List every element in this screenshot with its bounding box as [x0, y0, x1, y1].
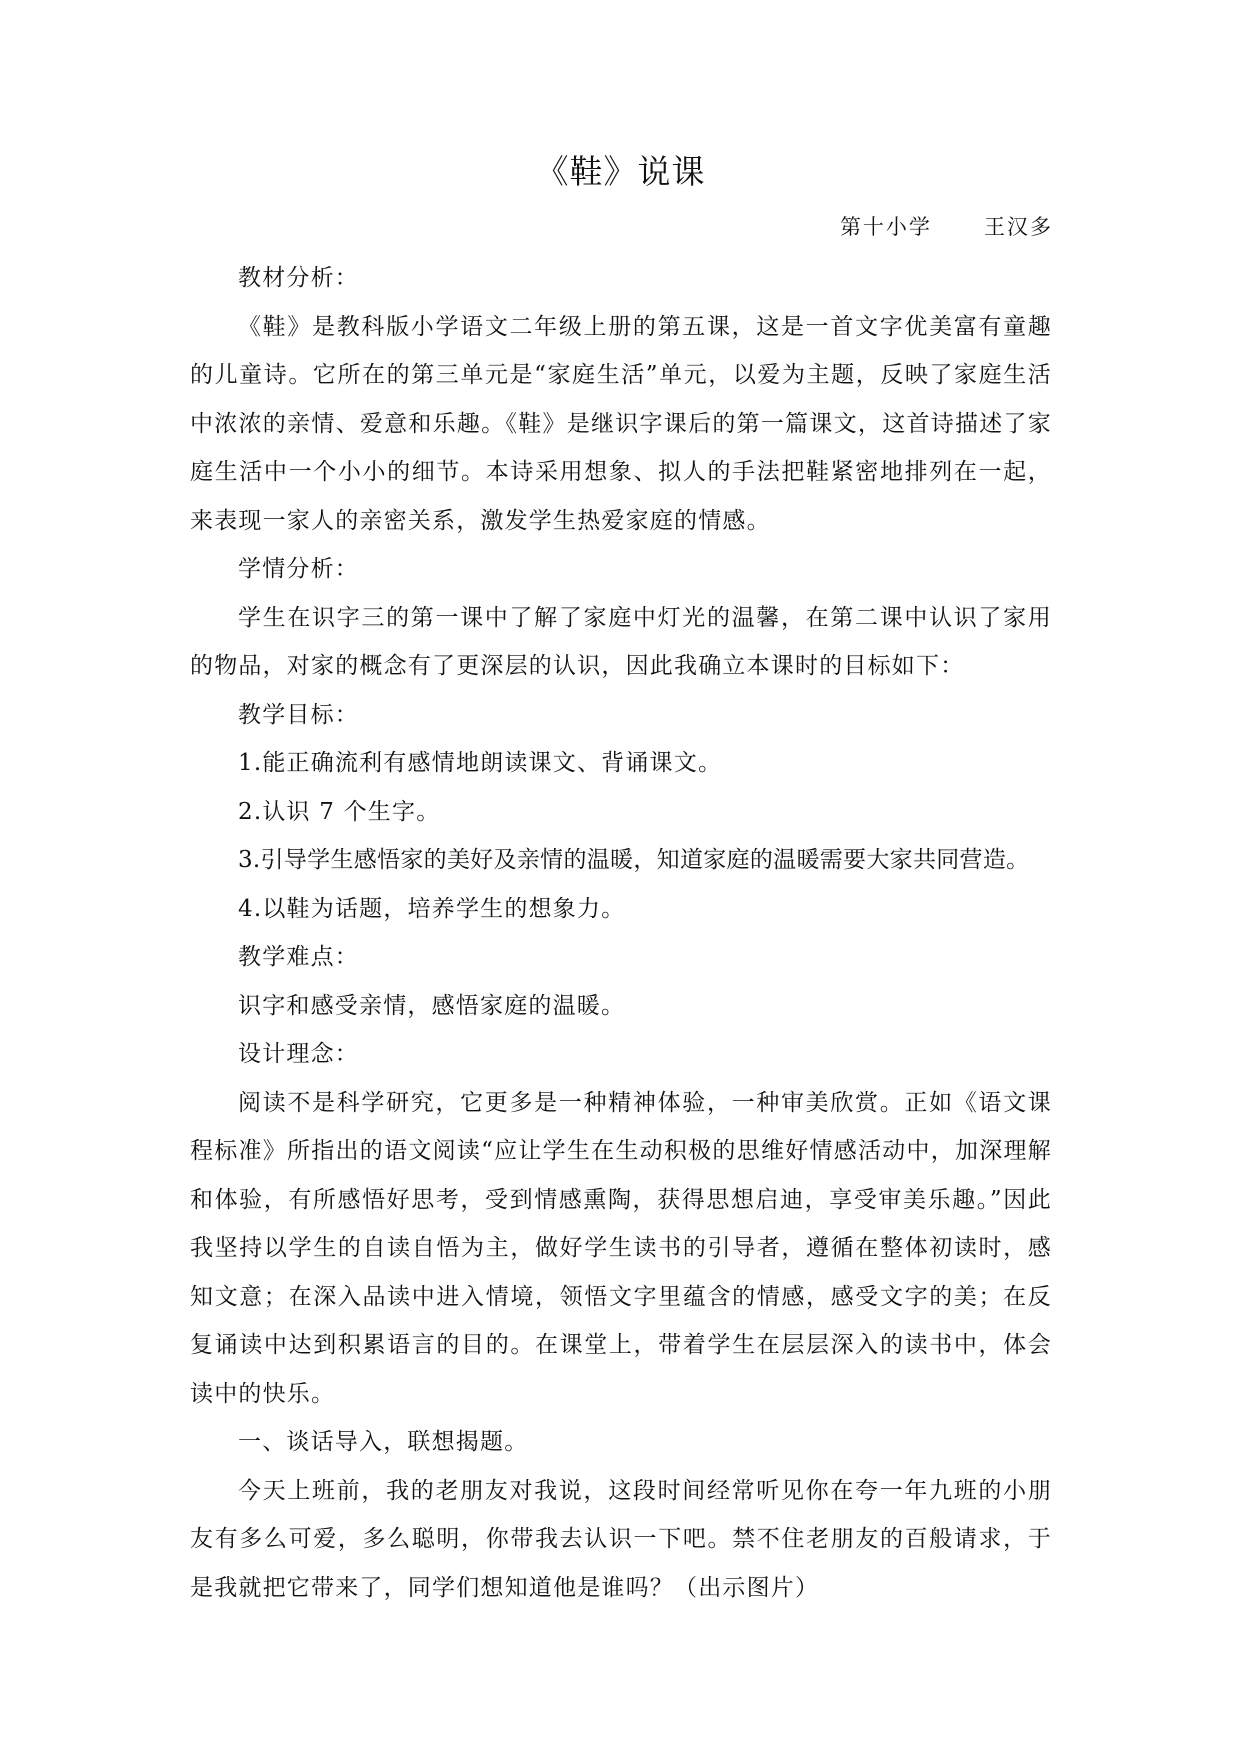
- section-heading-concept: 设计理念：: [238, 1041, 359, 1067]
- goal-item-2: 2.认识 7 个生字。: [238, 798, 441, 825]
- goal-item-1: 1.能正确流利有感情地朗读课文、背诵课文。: [238, 750, 723, 776]
- paragraph-learner: 学生在识字三的第一课中了解了家庭中灯光的温馨，在第二课中认识了家用的物品，对家的概念有了更深层的认识，因此我确立本课时的目标如下：: [190, 604, 1052, 679]
- section-heading-difficulty: 教学难点：: [238, 944, 359, 970]
- paragraph-concept: 阅读不是科学研究，它更多是一种精神体验，一种审美欣赏。正如《语文课程标准》所指出的语文阅读“应让学生在生动积极的思维好情感活动中，加深理解和体验，有所感悟好思考，受到情感熏陶，获得思想启迪，享受审美乐趣。”因此我坚持以学生的自读自悟为主，做好学生读书的引导者，遵循在整体初读时，感知文意；在深入品读中进入情境，领悟文字里蕴含的情感，感受文字的美；在反复诵读中达到积累语言的目的。在课堂上，带着学生在层层深入的读书中，体会读中的快乐。: [190, 1089, 1052, 1407]
- section-heading-step1: 一、谈话导入，联想揭题。: [238, 1429, 529, 1455]
- paragraph-step1: 今天上班前，我的老朋友对我说，这段时间经常听见你在夸一年九班的小朋友有多么可爱，多么聪明，你带我去认识一下吧。禁不住老朋友的百般请求，于是我就把它带来了，同学们想知道他是谁吗？（出示图片）: [190, 1477, 1052, 1601]
- section-heading-learner: 学情分析：: [238, 556, 359, 582]
- paragraph-difficulty: 识字和感受亲情，感悟家庭的温暖。: [238, 992, 626, 1019]
- section-heading-material: 教材分析：: [238, 265, 359, 291]
- author-line: 第十小学 王汉多: [839, 215, 1053, 239]
- document-body: [190, 254, 1052, 1612]
- goal-item-3: 3.引导学生感悟家的美好及亲情的温暖，知道家庭的温暖需要大家共同营造。: [238, 847, 1030, 873]
- goal-item-4: 4.以鞋为话题，培养学生的想象力。: [238, 895, 626, 922]
- section-heading-goals: 教学目标：: [238, 701, 359, 728]
- document-title: 《鞋》说课: [535, 152, 706, 191]
- paragraph-material: 《鞋》是教科版小学语文二年级上册的第五课，这是一首文字优美富有童趣的儿童诗。它所在的第三单元是“家庭生活”单元，以爱为主题，反映了家庭生活中浓浓的亲情、爱意和乐趣。《鞋》是继识字课后的第一篇课文，这首诗描述了家庭生活中一个小小的细节。本诗采用想象、拟人的手法把鞋紧密地排列在一起，来表现一家人的亲密关系，激发学生热爱家庭的情感。: [190, 313, 1052, 534]
